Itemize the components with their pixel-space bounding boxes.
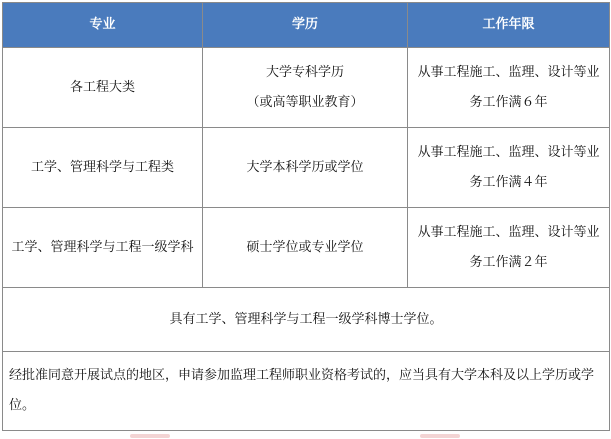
requirements-table — [2, 2, 610, 431]
work-years-line: 务工作满６年 — [469, 94, 548, 110]
header-education: 学历 — [203, 3, 408, 48]
work-years-cell — [408, 48, 610, 128]
education-line: （或高等职业教育） — [246, 94, 364, 110]
note-row — [3, 352, 610, 431]
table-row — [3, 128, 610, 208]
watermark-mark — [130, 434, 170, 438]
work-years-line: 从事工程施工、监理、设计等业 — [417, 144, 600, 160]
major-cell: 各工程大类 — [3, 48, 203, 128]
table-row — [3, 48, 610, 128]
work-years-cell — [408, 128, 610, 208]
doctorate-cell: 具有工学、管理科学与工程一级学科博士学位。 — [3, 288, 610, 352]
education-cell: 硕士学位或专业学位 — [203, 208, 408, 288]
header-major: 专业 — [3, 3, 203, 48]
major-cell: 工学、管理科学与工程一级学科 — [3, 208, 203, 288]
work-years-cell — [408, 208, 610, 288]
work-years-line: 务工作满２年 — [469, 254, 548, 270]
major-cell: 工学、管理科学与工程类 — [3, 128, 203, 208]
header-work-years: 工作年限 — [408, 3, 610, 48]
watermark-mark — [420, 434, 460, 438]
doctorate-row — [3, 288, 610, 352]
education-line: 大学专科学历 — [265, 64, 344, 80]
work-years-line: 从事工程施工、监理、设计等业 — [417, 224, 600, 240]
work-years-line: 从事工程施工、监理、设计等业 — [417, 64, 600, 80]
table-header-row — [3, 3, 610, 48]
education-cell: 大学本科学历或学位 — [203, 128, 408, 208]
table-row — [3, 208, 610, 288]
note-cell: 经批准同意开展试点的地区，申请参加监理工程师职业资格考试的，应当具有大学本科及以上学历或学位。 — [3, 352, 610, 431]
work-years-line: 务工作满４年 — [469, 174, 548, 190]
education-cell — [203, 48, 408, 128]
